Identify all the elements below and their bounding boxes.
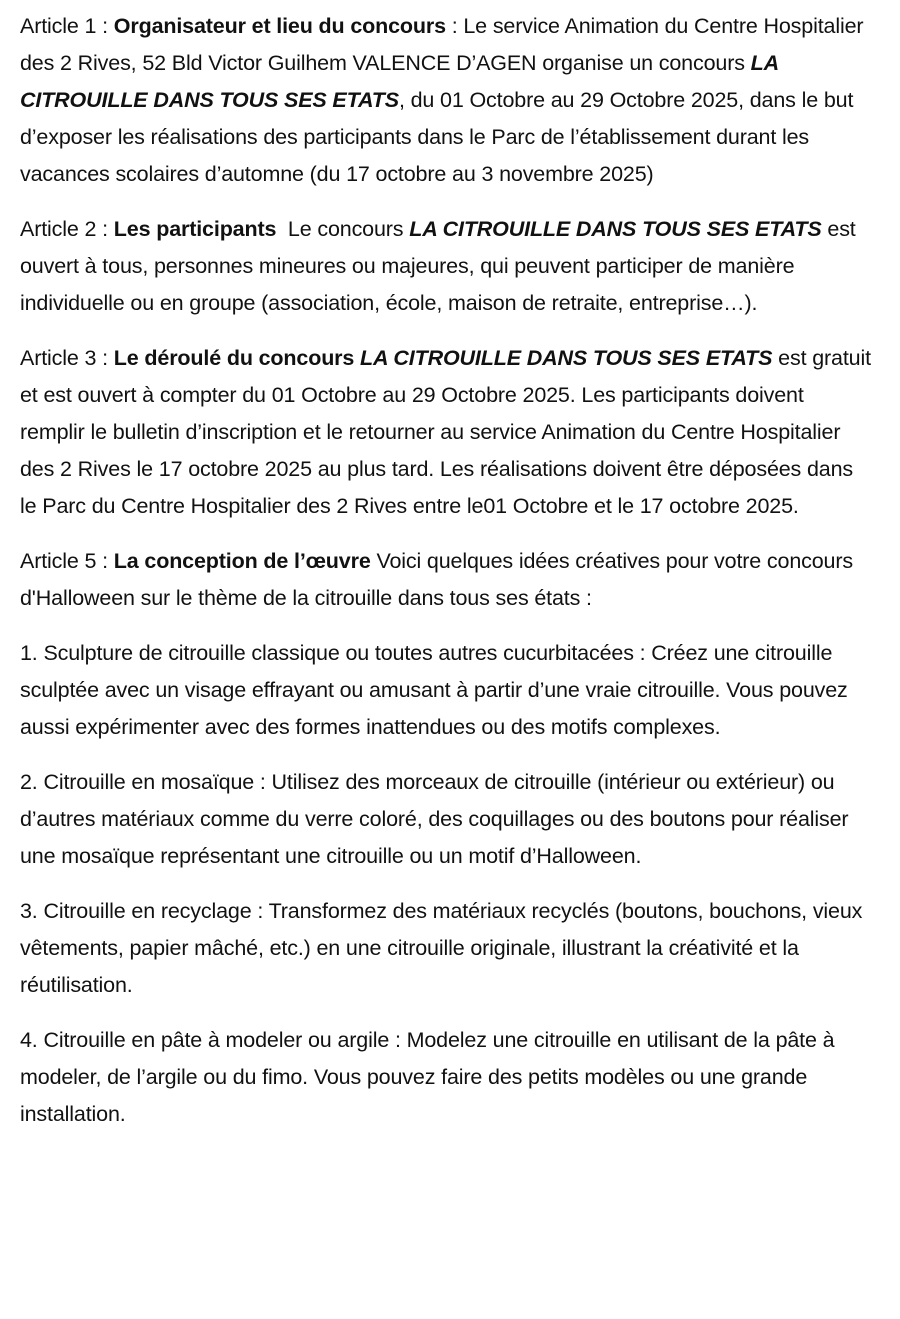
article-heading: Le déroulé du concours — [113, 346, 355, 370]
contest-name: LA CITROUILLE DANS TOUS SES ETATS — [409, 217, 822, 241]
article-1 — [20, 8, 874, 193]
article-2 — [20, 211, 874, 322]
article-label: Article 1 : — [20, 14, 114, 38]
idea-item-2: 2. Citrouille en mosaïque : Utilisez des morceaux de citrouille (intérieur ou extérieur) ou d’autres matériaux comme du verre coloré, des coquillages ou des boutons pour réaliser une mosaïque représentant une citrouille ou un motif d’Halloween. — [20, 770, 849, 868]
article-text: Voici quelques idées créatives pour votre concours d'Halloween sur le thème de la citrouille dans tous ses états : — [20, 549, 853, 610]
article-label: Article 2 : — [20, 217, 114, 241]
idea-item-1: 1. Sculpture de citrouille classique ou toutes autres cucurbitacées : Créez une citrouille sculptée avec un visage effrayant ou amusant à partir d’une vraie citrouille. Vous pouvez aussi expérimenter avec des formes inattendues ou des motifs complexes. — [20, 641, 848, 739]
contest-name: LA CITROUILLE DANS TOUS SES ETATS — [20, 51, 779, 112]
article-label: Article 3 : — [20, 346, 114, 370]
article-text: , du 01 Octobre au 29 Octobre 2025, dans le but d’exposer les réalisations des participants dans le Parc de l’établissement durant les vacances scolaires d’automne (du 17 octobre au 3 novembre 2025) — [20, 88, 854, 186]
article-heading: La conception de l’œuvre — [113, 549, 371, 573]
article-heading: Organisateur et lieu du concours — [113, 14, 446, 38]
article-text: : Le service Animation du Centre Hospitalier des 2 Rives, 52 Bld Victor Guilhem VALENCE D’AGEN organise un concours — [20, 14, 864, 75]
idea-item-3: 3. Citrouille en recyclage : Transformez des matériaux recyclés (boutons, bouchons, vieux vêtements, papier mâché, etc.) en une citrouille originale, illustrant la créativité et la réutilisation. — [20, 899, 863, 997]
article-text: est gratuit et est ouvert à compter du 01 Octobre au 29 Octobre 2025. Les participants doivent remplir le bulletin d’inscription et le retourner au service Animation du Centre Hospitalier des 2 Rives le 17 octobre 2025 au plus tard. Les réalisations doivent être déposées dans le Parc du Centre Hospitalier des 2 Rives entre le01 Octobre et le 17 octobre 2025. — [20, 346, 871, 518]
article-text: est ouvert à tous, personnes mineures ou majeures, qui peuvent participer de manière individuelle ou en groupe (association, école, maison de retraite, entreprise…). — [20, 217, 856, 315]
article-label: Article 5 : — [20, 549, 114, 573]
article-3 — [20, 340, 874, 525]
idea-item-4: 4. Citrouille en pâte à modeler ou argile : Modelez une citrouille en utilisant de la pâte à modeler, de l’argile ou du fimo. Vous pouvez faire des petits modèles ou une grande installation. — [20, 1028, 835, 1126]
article-heading: Les participants — [113, 217, 277, 241]
contest-name: LA CITROUILLE DANS TOUS SES ETATS — [360, 346, 773, 370]
article-5 — [20, 543, 874, 617]
article-text: Le concours — [276, 217, 410, 241]
